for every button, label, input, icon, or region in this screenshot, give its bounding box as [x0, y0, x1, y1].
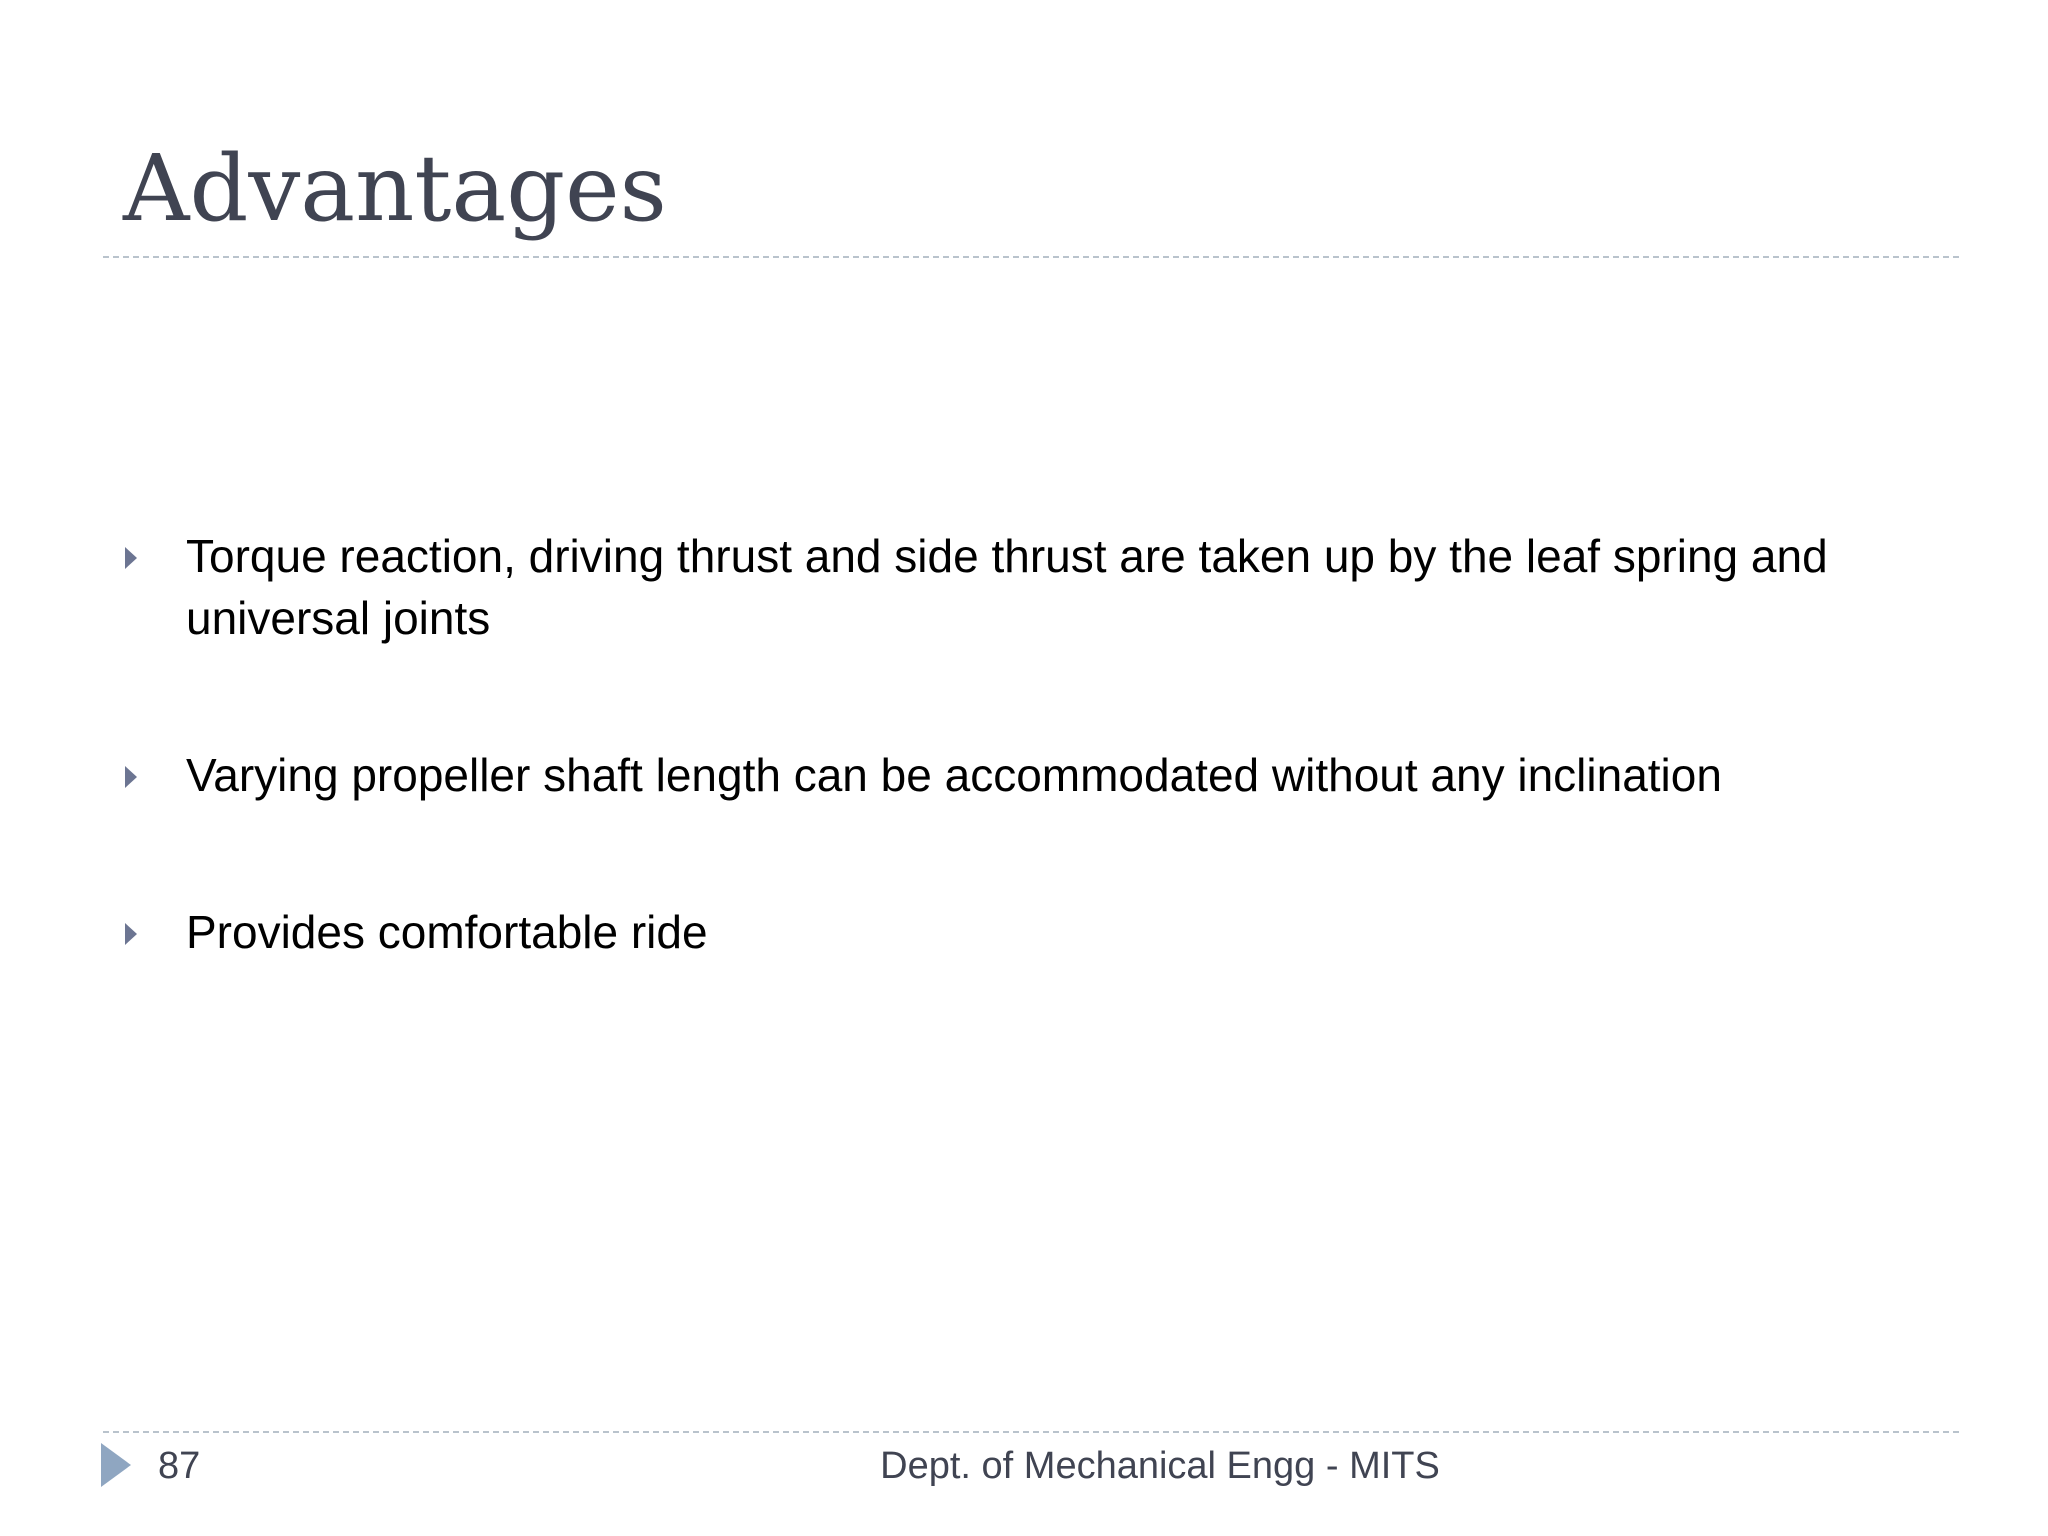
- page-number: 87: [158, 1445, 201, 1487]
- bullet-text: Torque reaction, driving thrust and side thrust are taken up by the leaf spring and universal joints: [186, 530, 1828, 644]
- footer-text: Dept. of Mechanical Engg - MITS: [880, 1445, 1440, 1487]
- bullet-item: [186, 525, 1906, 649]
- bullet-item: [186, 744, 1906, 806]
- footer-divider: [103, 1431, 1959, 1433]
- bullet-text: Varying propeller shaft length can be accommodated without any inclination: [186, 749, 1722, 801]
- triangle-bullet-icon: [125, 923, 137, 945]
- triangle-bullet-icon: [125, 547, 137, 569]
- slide-title: Advantages: [123, 135, 667, 242]
- triangle-bullet-icon: [125, 766, 137, 788]
- triangle-arrow-icon: [101, 1443, 131, 1487]
- bullet-item: [186, 901, 1906, 963]
- bullet-text: Provides comfortable ride: [186, 906, 708, 958]
